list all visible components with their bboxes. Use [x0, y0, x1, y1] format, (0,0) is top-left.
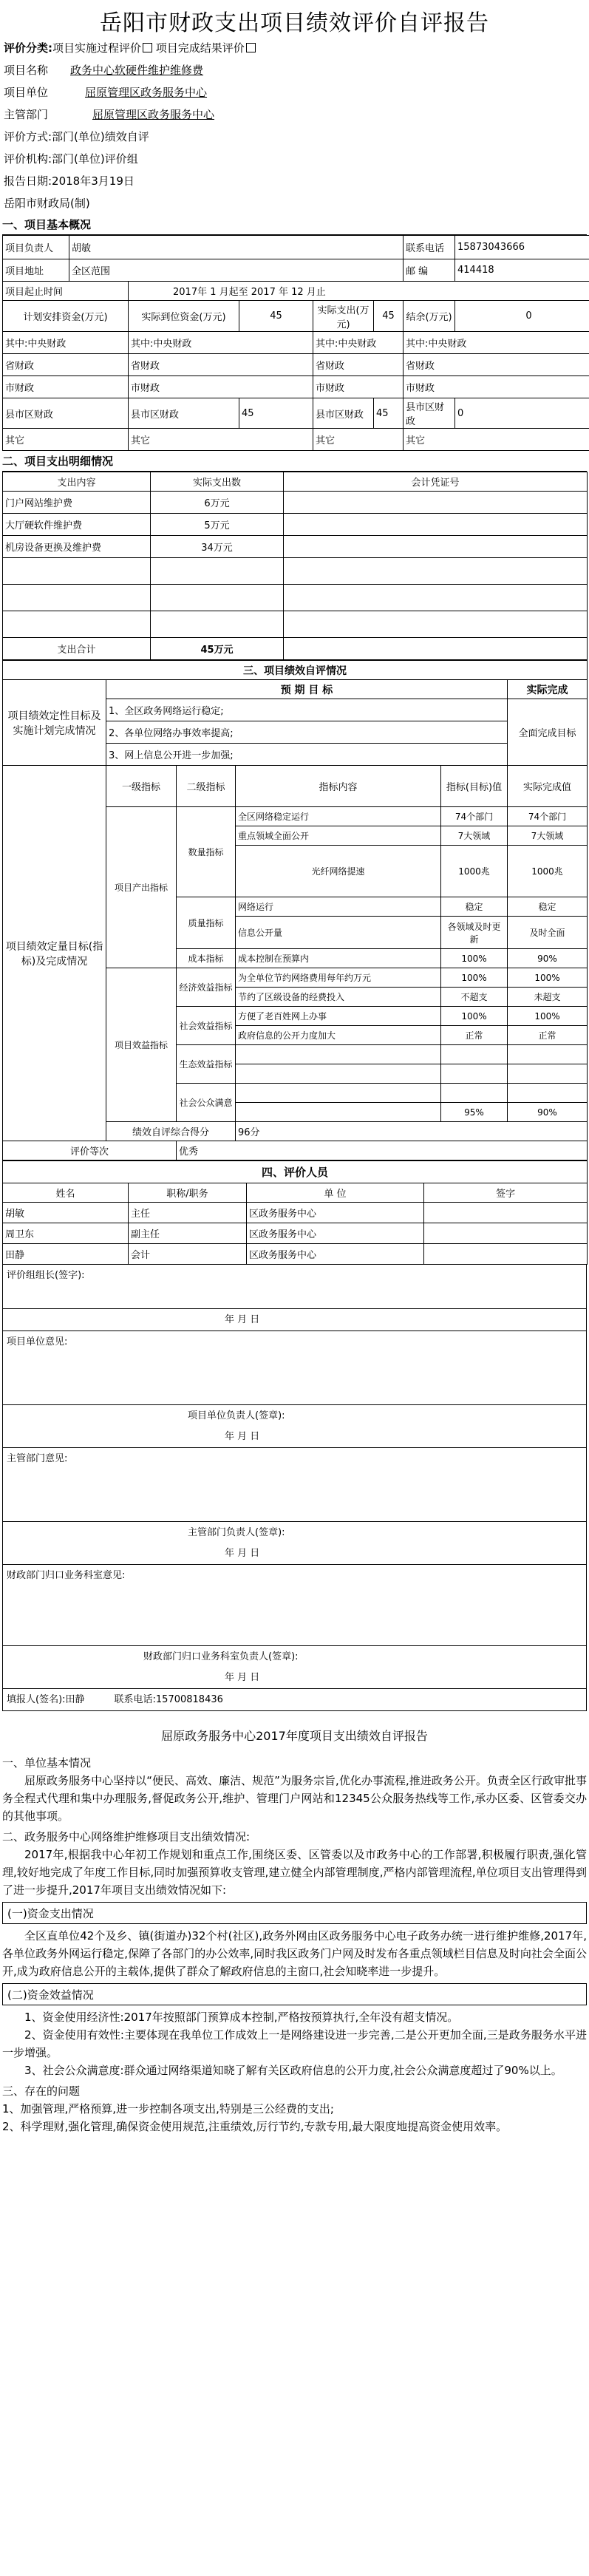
issuer-line: 岳阳市财政局(制): [4, 197, 90, 210]
people-table: [2, 1160, 588, 1265]
expense-amount: 34万元: [151, 536, 284, 558]
expense-item: 门户网站维护费: [3, 492, 151, 514]
report-title: 屈原政务服务中心2017年度项目支出绩效自评报告: [161, 1729, 428, 1743]
table-row: [3, 1203, 588, 1223]
h-level2: 二级指标: [177, 766, 236, 807]
section3-heading: 三、项目绩效自评情况: [3, 661, 588, 680]
owner-value: 胡敏: [69, 236, 404, 259]
date-line: 报告日期:2018年3月19日: [4, 174, 135, 188]
actual-county-val: 45: [239, 398, 313, 429]
addr-label: 项目地址: [3, 259, 69, 282]
filler-line: [2, 1689, 587, 1711]
plan-county: 县市区财政: [3, 398, 129, 429]
project-name-label: 项目名称: [4, 64, 49, 77]
ec2-value: 不超支: [441, 988, 508, 1007]
eval-type-label: 评价分类:: [4, 41, 52, 55]
fin-head-sign[interactable]: 财政部门归口业务科室负责人(签章):: [2, 1646, 587, 1667]
done-text: 全面完成目标: [508, 699, 588, 766]
period-label: 项目起止时间: [3, 282, 129, 301]
q2-value: 7大领域: [441, 826, 508, 846]
spent-county: 县市区财政: [313, 398, 374, 429]
eval-type-opt2: 项目完成结果评价: [155, 41, 245, 55]
plan-prov: 省财政: [3, 354, 129, 376]
ql1-value: 稳定: [441, 897, 508, 917]
q1-actual: 74个部门: [508, 807, 588, 826]
person-title: 会计: [129, 1244, 247, 1265]
dept-line: [2, 103, 587, 126]
group-sat: 社会公众满意: [177, 1084, 236, 1122]
actual-county: 县市区财政: [129, 398, 239, 429]
expense-table: [2, 472, 588, 660]
score-label: 绩效自评综合得分: [106, 1122, 236, 1141]
group-qty: 数量指标: [177, 807, 236, 897]
project-unit-value: 屈原管理区政务服务中心: [85, 86, 208, 99]
target-3: 3、网上信息公开进一步加强;: [106, 744, 508, 766]
target-1: 1、全区政务网络运行稳定;: [106, 699, 508, 721]
eval-type-line: [2, 37, 587, 59]
expense-total-label: 支出合计: [3, 638, 151, 660]
spent-city: 市财政: [313, 376, 404, 398]
ql2-actual: 及时全面: [508, 917, 588, 949]
co1-content: 成本控制在预算内: [236, 949, 441, 968]
plan-city: 市财政: [3, 376, 129, 398]
org-line: 评价机构:部门(单位)评价组: [4, 152, 138, 166]
quant-label: 项目绩效定量目标(指标)及完成情况: [3, 766, 106, 1141]
zip-value: 414418: [455, 259, 589, 282]
performance-table: [2, 660, 588, 1160]
q1-value: 74个部门: [441, 807, 508, 826]
output-label: 项目产出指标: [106, 807, 177, 968]
benefit-label: 项目效益指标: [106, 968, 177, 1122]
ql1-actual: 稳定: [508, 897, 588, 917]
spent-prov: 省财政: [313, 354, 404, 376]
report-p5a: 1、加强管理,严格预算,进一步控制各项支出,特别是三公经费的支出;: [2, 2102, 334, 2115]
actual-prov: 省财政: [129, 354, 313, 376]
plan-head: 预 期 目 标: [106, 680, 508, 699]
ec1-actual: 100%: [508, 968, 588, 988]
project-name-line: [2, 59, 587, 81]
report-p1-heading: 一、单位基本情况: [2, 1756, 92, 1770]
report-p3-heading: (一)资金支出情况: [2, 1902, 587, 1924]
so2-value: 正常: [441, 1026, 508, 1045]
report-p1: 屈原政务服务中心坚持以“便民、高效、廉洁、规范”为服务宗旨,优化办事流程,推进政务公开。负责全区行政审批事务全程式代理和集中办理服务,督促政务公开,维护、管理门户网站和12345公众服务热线等工作,承办区委、区管委交办的其他事项。: [2, 1774, 587, 1823]
report-p4-heading: (二)资金效益情况: [2, 1983, 587, 2005]
report-p4a: 1、资金使用经济性:2017年按照部门预算成本控制,严格按预算执行,全年没有超支情况。: [24, 2011, 459, 2024]
actual-central: 其中:中央财政: [129, 332, 313, 354]
sa1-content: [236, 1103, 441, 1122]
checkbox-process[interactable]: [143, 43, 152, 52]
person-unit: 区政务服务中心: [247, 1203, 424, 1223]
section2-heading: 二、项目支出明细情况: [2, 451, 587, 472]
leader-sign[interactable]: 评价组组长(签字):: [2, 1265, 587, 1309]
balance-prov: 省财政: [404, 354, 589, 376]
table-row: [3, 492, 588, 514]
report-p3: 全区直单位42个及乡、镇(街道办)32个村(社区),政务外网由区政务服务中心电子政务办统一进行维护维修,2017年,各单位政务外网运行稳定,保障了各部门的办公效率,同时我区政务门户网及时发布各重点领域栏目信息及时向社会全面公开,成为政府信息公开的主载体,提供了群众了解政府信息的主窗口,社会知晓率进一步提升。: [2, 1929, 587, 1978]
checkbox-result[interactable]: [246, 43, 256, 52]
q3-content: 光纤网络提速: [236, 846, 441, 897]
people-col-name: 姓名: [3, 1183, 129, 1203]
q2-content: 重点领域全面公开: [236, 826, 441, 846]
ec1-value: 100%: [441, 968, 508, 988]
h-value: 指标(目标)值: [441, 766, 508, 807]
report-p2: 2017年,根据我中心年初工作规划和重点工作,围绕区委、区管委以及市政务中心的工作部署,积极履行职责,强化管理,较好地完成了年度工作目标,同时加强预算收支管理,建立健全内部管理制度,严格内部管理流程,单位项目支出管理得到了进一步提升,2017年项目支出绩效情况如下:: [2, 1848, 587, 1897]
filler-name: 填报人(签名):田静: [7, 1694, 85, 1705]
person-sign[interactable]: [424, 1244, 588, 1265]
ql2-value: 各领域及时更新: [441, 917, 508, 949]
basic-info-table: [2, 235, 589, 451]
dept-value: 屈原管理区政务服务中心: [92, 108, 215, 121]
q3-actual: 1000兆: [508, 846, 588, 897]
plan-other: 其它: [3, 429, 129, 451]
ql1-content: 网络运行: [236, 897, 441, 917]
fin-opinion[interactable]: 财政部门归口业务科室意见:: [2, 1565, 587, 1646]
zip-label: 邮 编: [404, 259, 455, 282]
group-cost: 成本指标: [177, 949, 236, 968]
balance-city: 市财政: [404, 376, 589, 398]
q1-content: 全区网络稳定运行: [236, 807, 441, 826]
plan-label: 计划安排资金(万元): [3, 301, 129, 332]
project-name-value: 政务中心软硬件维护维修费: [70, 64, 204, 77]
person-title: 主任: [129, 1203, 247, 1223]
spent-other: 其它: [313, 429, 404, 451]
phone-value: 15873043666: [455, 236, 589, 259]
table-row: [3, 514, 588, 536]
grade-label: 评价等次: [3, 1141, 177, 1160]
spent-total: 45: [374, 301, 404, 332]
eval-type-opt1: 项目实施过程评价: [52, 41, 142, 55]
done-head: 实际完成: [508, 680, 588, 699]
h-actual: 实际完成值: [508, 766, 588, 807]
spent-central: 其中:中央财政: [313, 332, 404, 354]
sa1-value: 95%: [441, 1103, 508, 1122]
person-unit: 区政务服务中心: [247, 1223, 424, 1244]
balance-county-val: 0: [455, 398, 589, 429]
person-name: 周卫东: [3, 1223, 129, 1244]
unit-opinion[interactable]: 项目单位意见:: [2, 1331, 587, 1405]
q2-actual: 7大领域: [508, 826, 588, 846]
actual-other: 其它: [129, 429, 313, 451]
group-quality: 质量指标: [177, 897, 236, 949]
plan-central: 其中:中央财政: [3, 332, 129, 354]
so1-value: 100%: [441, 1007, 508, 1026]
expense-amount: 6万元: [151, 492, 284, 514]
h-content: 指标内容: [236, 766, 441, 807]
section4-heading: 四、评价人员: [3, 1161, 588, 1183]
group-eco: 生态效益指标: [177, 1045, 236, 1084]
q3-value: 1000兆: [441, 846, 508, 897]
dept-date: 年 月 日: [2, 1543, 587, 1565]
expense-col-voucher: 会计凭证号: [284, 472, 588, 492]
method-line: 评价方式:部门(单位)绩效自评: [4, 130, 149, 143]
score-value: 96分: [236, 1122, 588, 1141]
table-row: [3, 1244, 588, 1265]
actual-city: 市财政: [129, 376, 313, 398]
target-label: 项目绩效定性目标及实施计划完成情况: [3, 680, 106, 766]
target-2: 2、各单位网络办事效率提高;: [106, 721, 508, 744]
dept-head-sign[interactable]: 主管部门负责人(签章):: [2, 1522, 587, 1543]
balance-label: 结余(万元): [404, 301, 455, 332]
person-name: 田静: [3, 1244, 129, 1265]
fin-date: 年 月 日: [2, 1667, 587, 1689]
report-p2-heading: 二、政务服务中心网络维护维修项目支出绩效情况:: [2, 1830, 251, 1843]
filler-phone: 联系电话:15700818436: [114, 1694, 223, 1705]
person-name: 胡敏: [3, 1203, 129, 1223]
leader-date: 年 月 日: [2, 1309, 587, 1331]
expense-voucher: [284, 536, 588, 558]
people-col-sign: 签字: [424, 1183, 588, 1203]
spent-county-val: 45: [374, 398, 404, 429]
expense-voucher: [284, 514, 588, 536]
ec2-actual: 未超支: [508, 988, 588, 1007]
co1-actual: 90%: [508, 949, 588, 968]
so1-actual: 100%: [508, 1007, 588, 1026]
report-p4b: 2、资金使用有效性:主要体现在我单位工作成效上一是网络建设进一步完善,二是公开更加全面,三是政务服务水平进一步增强。: [2, 2028, 587, 2059]
actual-label: 实际到位资金(万元): [129, 301, 239, 332]
person-title: 副主任: [129, 1223, 247, 1244]
spent-label: 实际支出(万元): [313, 301, 374, 332]
expense-voucher: [284, 492, 588, 514]
actual-total: 45: [239, 301, 313, 332]
ec2-content: 节约了区级设备的经费投入: [236, 988, 441, 1007]
report-p4c: 3、社会公众满意度:群众通过网络渠道知晓了解有关区政府信息的公开力度,社会公众满意度超过了90%以上。: [24, 2064, 562, 2077]
table-row: [3, 1223, 588, 1244]
report-p5b: 2、科学理财,强化管理,确保资金使用规范,注重绩效,厉行节约,专款专用,最大限度地提高资金使用效率。: [2, 2120, 508, 2133]
grade-value: 优秀: [177, 1141, 588, 1160]
balance-county: 县市区财政: [404, 398, 455, 429]
unit-head-sign[interactable]: 项目单位负责人(签章):: [2, 1405, 587, 1426]
page-title: 岳阳市财政支出项目绩效评价自评报告: [100, 10, 489, 36]
ql2-content: 信息公开量: [236, 917, 441, 949]
person-sign[interactable]: [424, 1203, 588, 1223]
person-sign[interactable]: [424, 1223, 588, 1244]
people-col-title: 职称/职务: [129, 1183, 247, 1203]
phone-label: 联系电话: [404, 236, 455, 259]
dept-opinion[interactable]: 主管部门意见:: [2, 1448, 587, 1522]
table-row: [3, 536, 588, 558]
project-unit-line: [2, 81, 587, 103]
report-p5-heading: 三、存在的问题: [2, 2084, 81, 2098]
so2-actual: 正常: [508, 1026, 588, 1045]
balance-total: 0: [455, 301, 589, 332]
h-level1: 一级指标: [106, 766, 177, 807]
period-value: 2017年 1 月起至 2017 年 12 月止: [129, 282, 589, 301]
addr-value: 全区范围: [69, 259, 404, 282]
co1-value: 100%: [441, 949, 508, 968]
owner-label: 项目负责人: [3, 236, 69, 259]
ec1-content: 为全单位节约网络费用每年约万元: [236, 968, 441, 988]
project-unit-label: 项目单位: [4, 86, 49, 99]
balance-central: 其中:中央财政: [404, 332, 589, 354]
so2-content: 政府信息的公开力度加大: [236, 1026, 441, 1045]
sa1-actual: 90%: [508, 1103, 588, 1122]
person-unit: 区政务服务中心: [247, 1244, 424, 1265]
dept-label: 主管部门: [4, 108, 49, 121]
group-econ: 经济效益指标: [177, 968, 236, 1007]
self-eval-report: [2, 1722, 587, 2135]
expense-col-amount: 实际支出数: [151, 472, 284, 492]
section1-heading: 一、项目基本概况: [2, 214, 587, 235]
unit-date: 年 月 日: [2, 1426, 587, 1448]
balance-other: 其它: [404, 429, 589, 451]
expense-col-item: 支出内容: [3, 472, 151, 492]
so1-content: 方便了老百姓网上办事: [236, 1007, 441, 1026]
group-social: 社会效益指标: [177, 1007, 236, 1045]
expense-total: 45万元: [151, 638, 284, 660]
expense-item: 大厅硬软件维护费: [3, 514, 151, 536]
expense-amount: 5万元: [151, 514, 284, 536]
people-col-unit: 单 位: [247, 1183, 424, 1203]
expense-item: 机房设备更换及维护费: [3, 536, 151, 558]
